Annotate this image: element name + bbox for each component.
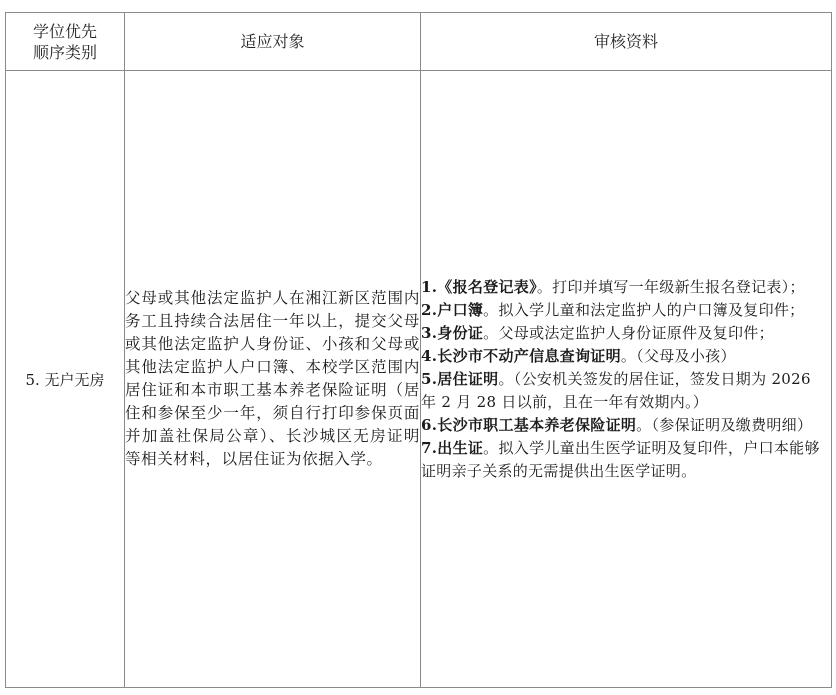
- header-target: 适应对象: [125, 13, 421, 71]
- doc-item-number: 4.: [421, 346, 438, 365]
- header-row: [6, 13, 832, 71]
- doc-item: [421, 368, 831, 414]
- doc-item-number: 1.: [421, 277, 438, 296]
- enrollment-table: [5, 12, 832, 688]
- table-row: [6, 71, 832, 688]
- header-category-line1: 学位优先: [32, 21, 97, 41]
- doc-item: [421, 276, 831, 299]
- header-category: [6, 13, 125, 71]
- header-category-line2: 顺序类别: [32, 42, 97, 62]
- doc-item: [421, 437, 831, 483]
- doc-item-text: 。父母或法定监护人身份证原件及复印件；: [483, 323, 774, 342]
- doc-item-title: 身份证: [437, 323, 484, 342]
- doc-item-title: 长沙市不动产信息查询证明: [437, 346, 621, 365]
- doc-item: [421, 322, 831, 345]
- doc-item-text: 。（父母及小孩）: [620, 346, 736, 365]
- doc-item-text: 。打印并填写一年级新生报名登记表）；: [536, 277, 805, 296]
- docs-cell: [421, 71, 832, 688]
- doc-item-number: 7.: [421, 438, 438, 457]
- doc-item: [421, 414, 831, 437]
- doc-item-title: 出生证: [437, 438, 484, 457]
- doc-item-number: 6.: [421, 415, 438, 434]
- doc-item-text: 。拟入学儿童出生医学证明及复印件，户口本能够证明亲子关系的无需提供出生医学证明。: [421, 438, 820, 480]
- doc-item-text: 。（参保证明及缴费明细）: [636, 415, 813, 434]
- doc-item-text: 。拟入学儿童和法定监护人的户口簿及复印件；: [483, 300, 805, 319]
- doc-item-number: 2.: [421, 300, 438, 319]
- doc-item-title: 居住证明: [437, 369, 499, 388]
- doc-item-number: 3.: [421, 323, 438, 342]
- doc-item-title: 户口簿: [437, 300, 484, 319]
- doc-item-number: 5.: [421, 369, 438, 388]
- doc-item: [421, 299, 831, 322]
- doc-item-title: 《报名登记表》: [437, 277, 537, 296]
- target-cell: 父母或其他法定监护人在湘江新区范围内务工且持续合法居住一年以上，提交父母或其他法定监护人身份证、小孩和父母或其他法定监护人户口簿、本校学区范围内居住证和本市职工基本养老保险证明（居住和参保至少一年，须自行打印参保页面并加盖社保局公章）、长沙城区无房证明等相关材料，以居住证为依据入学。: [125, 71, 421, 688]
- category-cell: 5. 无户无房: [6, 71, 125, 688]
- header-docs: 审核资料: [421, 13, 832, 71]
- doc-item: [421, 345, 831, 368]
- doc-item-text: 。（公安机关签发的居住证，签发日期为 2026 年 2 月 28 日以前，且在一年有效期内。）: [421, 369, 811, 411]
- doc-item-title: 长沙市职工基本养老保险证明: [437, 415, 637, 434]
